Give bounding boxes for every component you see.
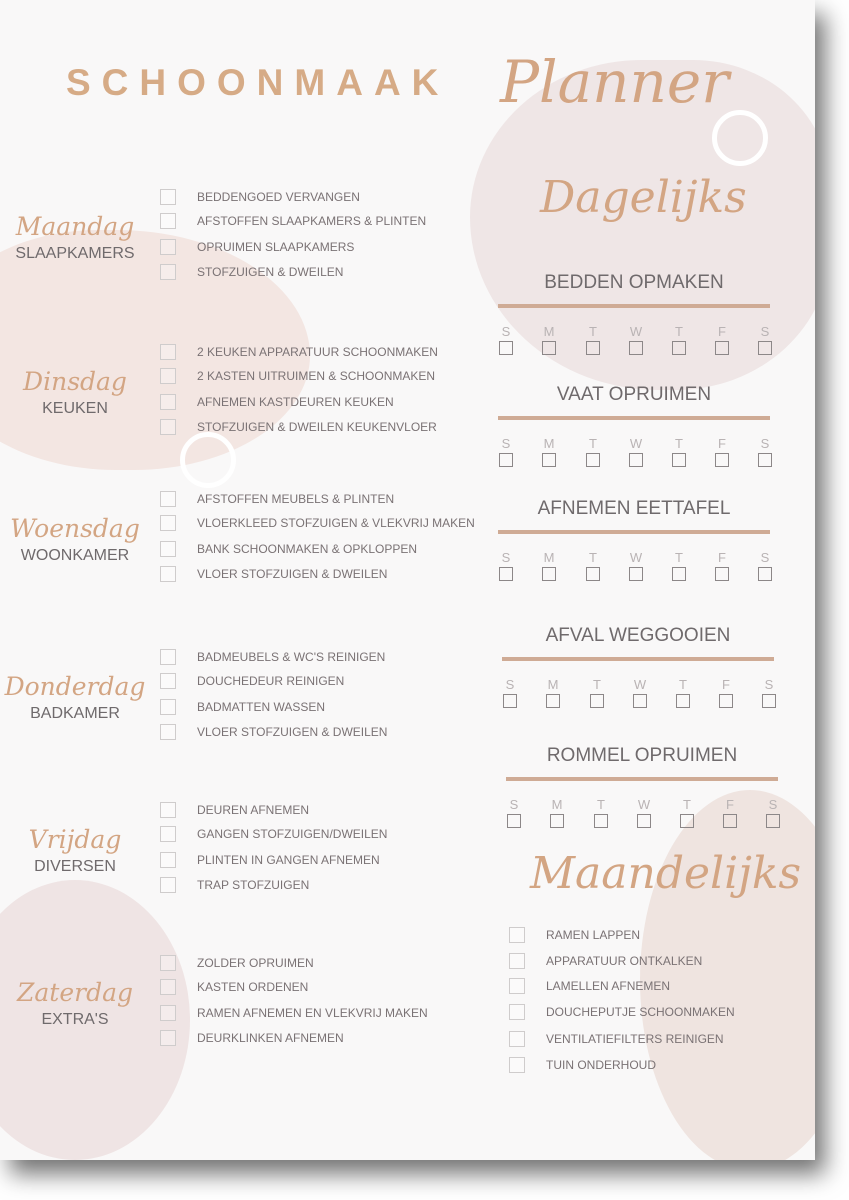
day-checkbox[interactable] xyxy=(542,341,556,355)
day-checkbox[interactable] xyxy=(542,453,556,467)
task-item[interactable] xyxy=(160,647,490,667)
task-item[interactable] xyxy=(160,262,490,282)
weekday-label: F xyxy=(718,324,726,339)
day-checkbox[interactable] xyxy=(507,814,521,828)
weekday-label: S xyxy=(760,436,770,451)
checkbox[interactable] xyxy=(160,852,176,868)
task-label: 2 KASTEN UITRUIMEN & SCHOONMAKEN xyxy=(197,369,436,383)
day-checkbox[interactable] xyxy=(766,814,780,828)
checkbox[interactable] xyxy=(160,419,176,435)
day-checkbox[interactable] xyxy=(629,453,643,467)
checkbox[interactable] xyxy=(509,1031,525,1047)
task-label: BANK SCHOONMAKEN & OPKLOPPEN xyxy=(197,542,418,556)
decor-circle xyxy=(180,432,236,488)
weekday-label: S xyxy=(505,677,515,692)
day-checkbox[interactable] xyxy=(586,341,600,355)
task-item[interactable] xyxy=(160,953,490,973)
task-item[interactable] xyxy=(160,722,490,742)
checkbox[interactable] xyxy=(160,515,176,531)
weekday-label: W xyxy=(629,550,643,565)
day-label xyxy=(0,672,150,723)
day-name: Donderdag xyxy=(4,672,146,701)
day-checkbox[interactable] xyxy=(542,567,556,581)
weekday-label: T xyxy=(589,550,597,565)
checkbox[interactable] xyxy=(160,368,176,384)
checkbox[interactable] xyxy=(160,724,176,740)
task-item[interactable] xyxy=(160,697,490,717)
weekday-label: M xyxy=(551,797,563,812)
monthly-item[interactable] xyxy=(509,1002,789,1022)
room-name: DIVERSEN xyxy=(34,858,116,875)
task-label: DEURKLINKEN AFNEMEN xyxy=(197,1031,344,1045)
task-item[interactable] xyxy=(160,850,490,870)
day-name: Maandag xyxy=(15,212,135,241)
day-checkbox[interactable] xyxy=(672,453,686,467)
day-checkbox[interactable] xyxy=(499,453,513,467)
checkbox[interactable] xyxy=(509,1004,525,1020)
task-label: STOFZUIGEN & DWEILEN KEUKENVLOER xyxy=(197,420,437,434)
room-name: KEUKEN xyxy=(42,400,108,417)
weekday-label: T xyxy=(589,324,597,339)
weekday-label: T xyxy=(675,550,683,565)
weekday-label: S xyxy=(768,797,778,812)
task-label: STOFZUIGEN & DWEILEN xyxy=(197,265,344,279)
daily-task-title: ROMMEL OPRUIMEN xyxy=(546,745,738,766)
checkbox[interactable] xyxy=(160,566,176,582)
weekday-label: F xyxy=(726,797,734,812)
room-name: WOONKAMER xyxy=(20,547,130,564)
task-item[interactable] xyxy=(160,392,490,412)
day-label xyxy=(0,825,150,876)
task-label: VLOERKLEED STOFZUIGEN & VLEKVRIJ MAKEN xyxy=(197,516,475,530)
weekday-label: S xyxy=(501,550,511,565)
task-label: GANGEN STOFZUIGEN/DWEILEN xyxy=(197,827,388,841)
day-checkbox[interactable] xyxy=(546,694,560,708)
day-checkbox[interactable] xyxy=(550,814,564,828)
day-checkbox[interactable] xyxy=(499,341,513,355)
task-label: VLOER STOFZUIGEN & DWEILEN xyxy=(197,567,388,581)
day-checkbox[interactable] xyxy=(715,453,729,467)
task-label: TRAP STOFZUIGEN xyxy=(197,878,310,892)
weekday-label: S xyxy=(760,550,770,565)
day-checkbox[interactable] xyxy=(594,814,608,828)
day-checkbox[interactable] xyxy=(672,567,686,581)
monthly-item[interactable] xyxy=(509,925,789,945)
weekday-label: T xyxy=(679,677,687,692)
task-item[interactable] xyxy=(160,211,490,231)
checkbox[interactable] xyxy=(509,978,525,994)
day-checkbox[interactable] xyxy=(715,567,729,581)
task-item[interactable] xyxy=(160,800,490,820)
day-checkbox[interactable] xyxy=(586,567,600,581)
checkbox[interactable] xyxy=(160,344,176,360)
weekday-label: M xyxy=(543,324,555,339)
day-name: Woensdag xyxy=(10,514,140,543)
day-checkbox[interactable] xyxy=(629,567,643,581)
task-label: VLOER STOFZUIGEN & DWEILEN xyxy=(197,725,388,739)
checkbox[interactable] xyxy=(160,826,176,842)
task-label: BADMATTEN WASSEN xyxy=(197,700,326,714)
task-item[interactable] xyxy=(160,564,490,584)
task-label: VENTILATIEFILTERS REINIGEN xyxy=(546,1032,724,1046)
day-checkbox[interactable] xyxy=(758,453,772,467)
task-item[interactable] xyxy=(160,824,490,844)
page-title: SCHOONMAAK xyxy=(66,62,450,103)
monthly-item[interactable] xyxy=(509,976,789,996)
checkbox[interactable] xyxy=(160,699,176,715)
task-item[interactable] xyxy=(160,875,490,895)
checkbox[interactable] xyxy=(160,649,176,665)
weekday-label: T xyxy=(597,797,605,812)
weekday-label: W xyxy=(629,436,643,451)
task-label: BEDDENGOED VERVANGEN xyxy=(197,190,360,204)
day-label xyxy=(0,367,150,418)
daily-task-title: AFNEMEN EETTAFEL xyxy=(537,498,731,519)
day-checkbox[interactable] xyxy=(503,694,517,708)
divider xyxy=(498,304,770,308)
weekday-label: S xyxy=(764,677,774,692)
daily-task-title: AFVAL WEGGOOIEN xyxy=(545,625,731,646)
checkbox[interactable] xyxy=(160,264,176,280)
task-label: AFNEMEN KASTDEUREN KEUKEN xyxy=(197,395,394,409)
day-name: Dinsdag xyxy=(23,367,127,396)
checkbox[interactable] xyxy=(160,189,176,205)
weekday-label: W xyxy=(633,677,647,692)
task-label: KASTEN ORDENEN xyxy=(197,980,309,994)
divider xyxy=(506,777,778,781)
task-label: BADMEUBELS & WC'S REINIGEN xyxy=(197,650,386,664)
day-checkbox[interactable] xyxy=(758,567,772,581)
day-name: Zaterdag xyxy=(17,978,133,1007)
checkbox[interactable] xyxy=(160,213,176,229)
checkbox[interactable] xyxy=(160,1030,176,1046)
task-item[interactable] xyxy=(160,489,490,509)
weekday-label: S xyxy=(509,797,519,812)
divider xyxy=(498,416,770,420)
day-label xyxy=(0,212,150,263)
task-item[interactable] xyxy=(160,1003,490,1023)
weekday-label: T xyxy=(675,436,683,451)
day-checkbox[interactable] xyxy=(715,341,729,355)
task-label: DEUREN AFNEMEN xyxy=(197,803,310,817)
checkbox[interactable] xyxy=(509,1057,525,1073)
task-item[interactable] xyxy=(160,187,490,207)
weekday-label: T xyxy=(675,324,683,339)
monthly-item[interactable] xyxy=(509,1055,789,1075)
task-item[interactable] xyxy=(160,539,490,559)
daily-task-title: BEDDEN OPMAKEN xyxy=(544,272,724,293)
day-checkbox[interactable] xyxy=(629,341,643,355)
day-checkbox[interactable] xyxy=(633,694,647,708)
weekday-label: F xyxy=(722,677,730,692)
task-label: PLINTEN IN GANGEN AFNEMEN xyxy=(197,853,380,867)
page-title-script: Planner xyxy=(500,48,729,116)
weekday-label: S xyxy=(501,324,511,339)
checkbox[interactable] xyxy=(160,979,176,995)
day-checkbox[interactable] xyxy=(719,694,733,708)
task-item[interactable] xyxy=(160,1028,490,1048)
task-item[interactable] xyxy=(160,237,490,257)
task-label: AFSTOFFEN MEUBELS & PLINTEN xyxy=(197,492,395,506)
weekday-label: M xyxy=(543,550,555,565)
task-item[interactable] xyxy=(160,977,490,997)
weekday-label: T xyxy=(593,677,601,692)
day-checkbox[interactable] xyxy=(723,814,737,828)
daily-task-title: VAAT OPRUIMEN xyxy=(556,384,712,405)
checkbox[interactable] xyxy=(509,927,525,943)
day-checkbox[interactable] xyxy=(586,453,600,467)
task-item[interactable] xyxy=(160,366,490,386)
weekday-label: S xyxy=(501,436,511,451)
task-label: RAMEN LAPPEN xyxy=(546,928,641,942)
checkbox[interactable] xyxy=(160,877,176,893)
day-checkbox[interactable] xyxy=(762,694,776,708)
checkbox[interactable] xyxy=(509,953,525,969)
monthly-heading: Maandelijks xyxy=(530,848,802,899)
checkbox[interactable] xyxy=(160,239,176,255)
task-label: AFSTOFFEN SLAAPKAMERS & PLINTEN xyxy=(197,214,427,228)
task-label: APPARATUUR ONTKALKEN xyxy=(546,954,703,968)
weekday-label: T xyxy=(683,797,691,812)
day-name: Vrijdag xyxy=(28,825,122,854)
weekday-label: M xyxy=(547,677,559,692)
checkbox[interactable] xyxy=(160,673,176,689)
task-item[interactable] xyxy=(160,513,490,533)
task-label: ZOLDER OPRUIMEN xyxy=(197,956,314,970)
day-checkbox[interactable] xyxy=(637,814,651,828)
decor-blob xyxy=(640,790,815,1160)
day-checkbox[interactable] xyxy=(680,814,694,828)
checkbox[interactable] xyxy=(160,394,176,410)
room-name: SLAAPKAMERS xyxy=(15,245,135,262)
task-label: OPRUIMEN SLAAPKAMERS xyxy=(197,240,355,254)
task-label: RAMEN AFNEMEN EN VLEKVRIJ MAKEN xyxy=(197,1006,428,1020)
task-label: 2 KEUKEN APPARATUUR SCHOONMAKEN xyxy=(197,345,438,359)
day-checkbox[interactable] xyxy=(672,341,686,355)
weekday-label: M xyxy=(543,436,555,451)
weekday-label: F xyxy=(718,550,726,565)
checkbox[interactable] xyxy=(160,802,176,818)
monthly-item[interactable] xyxy=(509,1029,789,1049)
monthly-item[interactable] xyxy=(509,951,789,971)
day-checkbox[interactable] xyxy=(758,341,772,355)
day-label xyxy=(0,514,150,565)
checkbox[interactable] xyxy=(160,1005,176,1021)
weekday-label: T xyxy=(589,436,597,451)
day-checkbox[interactable] xyxy=(676,694,690,708)
task-item[interactable] xyxy=(160,342,490,362)
checkbox[interactable] xyxy=(160,491,176,507)
room-name: BADKAMER xyxy=(30,705,120,722)
divider xyxy=(498,530,770,534)
day-label xyxy=(0,978,150,1029)
day-checkbox[interactable] xyxy=(499,567,513,581)
checkbox[interactable] xyxy=(160,955,176,971)
day-checkbox[interactable] xyxy=(590,694,604,708)
task-label: DOUCHEPUTJE SCHOONMAKEN xyxy=(546,1005,735,1019)
decor-circle xyxy=(712,110,768,166)
divider xyxy=(502,657,774,661)
task-label: TUIN ONDERHOUD xyxy=(546,1058,656,1072)
task-label: DOUCHEDEUR REINIGEN xyxy=(197,674,345,688)
daily-heading: Dagelijks xyxy=(540,172,747,223)
task-item[interactable] xyxy=(160,417,490,437)
task-label: LAMELLEN AFNEMEN xyxy=(546,979,671,993)
weekday-label: F xyxy=(718,436,726,451)
room-name: EXTRA'S xyxy=(41,1011,109,1028)
weekday-label: W xyxy=(629,324,643,339)
weekday-label: S xyxy=(760,324,770,339)
checkbox[interactable] xyxy=(160,541,176,557)
task-item[interactable] xyxy=(160,671,490,691)
weekday-label: W xyxy=(637,797,651,812)
